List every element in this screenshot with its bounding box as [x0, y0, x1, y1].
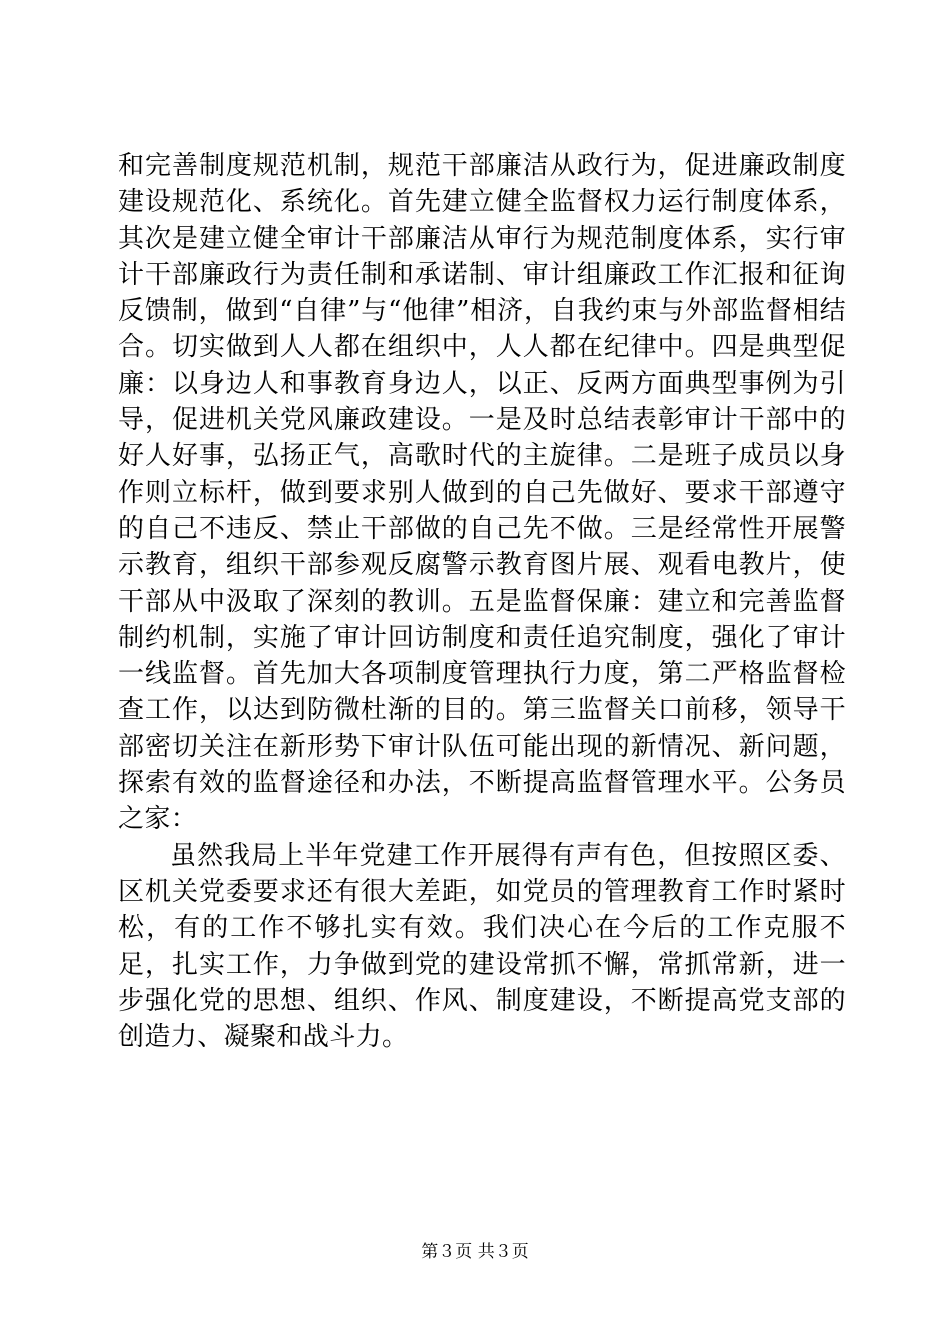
paragraph-2: 虽然我局上半年党建工作开展得有声有色，但按照区委、区机关党委要求还有很大差距，如党员的管理教育工作时紧时松，有的工作不够扎实有效。我们决心在今后的工作克服不足，扎实工作，力争做到党的建设常抓不懈，常抓常新，进一步强化党的思想、组织、作风、制度建设，不断提高党支部的创造力、凝聚和战斗力。 [118, 840, 846, 1053]
document-body [118, 148, 846, 1055]
paragraph-1: 和完善制度规范机制，规范干部廉洁从政行为，促进廉政制度建设规范化、系统化。首先建立健全监督权力运行制度体系，其次是建立健全审计干部廉洁从审行为规范制度体系，实行审计干部廉政行为责任制和承诺制、审计组廉政工作汇报和征询反馈制，做到“自律”与“他律”相济，自我约束与外部监督相结合。切实做到人人都在组织中，人人都在纪律中。四是典型促廉：以身边人和事教育身边人，以正、反两方面典型事例为引导，促进机关党风廉政建设。一是及时总结表彰审计干部中的好人好事，弘扬正气，高歌时代的主旋律。二是班子成员以身作则立标杆，做到要求别人做到的自己先做好、要求干部遵守的自己不违反、禁止干部做的自己先不做。三是经常性开展警示教育，组织干部参观反腐警示教育图片展、观看电教片，使干部从中汲取了深刻的教训。五是监督保廉：建立和完善监督制约机制，实施了审计回访制度和责任追究制度，强化了审计一线监督。首先加大各项制度管理执行力度，第二严格监督检查工作，以达到防微杜渐的目的。第三监督关口前移，领导干部密切关注在新形势下审计队伍可能出现的新情况、新问题，探索有效的监督途径和办法，不断提高监督管理水平。公务员之家： [118, 151, 846, 835]
page-footer: 第３页 共３页 [421, 1242, 529, 1262]
